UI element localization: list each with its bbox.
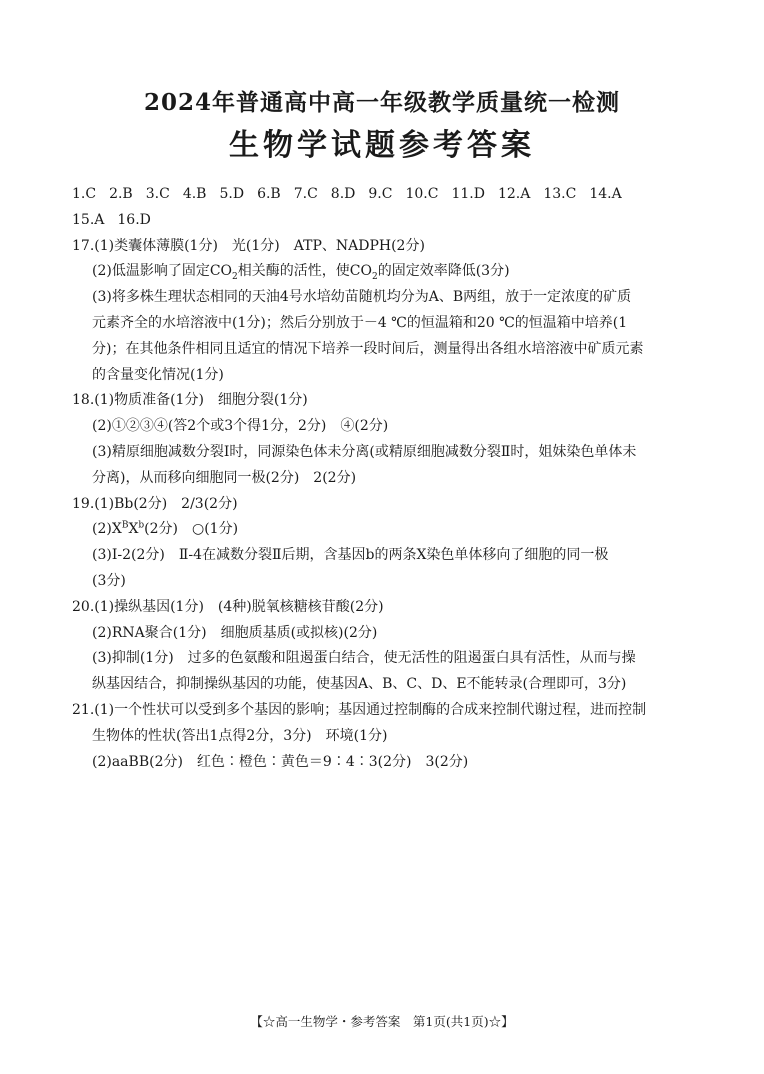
q19-line-3: (3)Ⅰ-2(2分) Ⅱ-4在减数分裂Ⅱ后期，含基因b的两条X染色单体移向了细胞的同一极 [92,547,609,564]
q18-line-1: 18.(1)物质准备(1分) 细胞分裂(1分) [72,392,308,409]
choice-answer: 14.A [589,186,622,202]
q19-line-4: (3分) [92,572,126,589]
choice-answer: 1.C [72,186,97,202]
q17-line-1: 17.(1)类囊体薄膜(1分) 光(1分) ATP、NADPH(2分) [72,237,425,254]
choice-answer: 2.B [109,186,133,202]
q19-line-1: 19.(1)Bb(2分) 2/3(2分) [72,495,238,512]
choice-answer: 11.D [451,186,485,202]
q17-line-4: 元素齐全的水培溶液中(1分)；然后分别放于－4 ℃的恒温箱和20 ℃的恒温箱中培养(1 [92,314,628,331]
choice-answer: 8.D [330,186,356,202]
choice-answers-row-1 [72,182,702,208]
q21-line-1: 21.(1)一个性状可以受到多个基因的影响；基因通过控制酶的合成来控制代谢过程，进而控制 [72,701,647,718]
q17-line-2: (2)低温影响了固定$CO_2$相关酶的活性，使$CO_2$的固定效率降低(3分) [92,263,510,283]
answer-key-title: 生物学试题参考答案 [229,128,535,163]
choice-answer: 4.B [182,186,207,202]
q20-line-4: 纵基因结合，抑制操纵基因的功能，使基因A、B、C、D、E不能转录(合理即可，3分) [92,676,627,693]
page-footer: 【☆高一生物学・参考答案 第1页(共1页)☆】 [250,1014,514,1029]
question-17 [72,234,702,389]
q20-line-3: (3)抑制(1分) 过多的色氨酸和阻遏蛋白结合，使无活性的阻遏蛋白具有活性，从而与操 [92,650,636,667]
choice-answer: 13.C [543,186,577,202]
q17-line-3: (3)将多株生理状态相同的天油4号水培幼苗随机均分为A、B两组，放于一定浓度的矿质 [92,289,632,306]
question-20 [72,595,702,698]
q21-line-2: 生物体的性状(答出1点得2分，3分) 环境(1分) [92,727,388,744]
question-19 [72,492,702,595]
question-18 [72,388,702,491]
q21-line-3: (2)aaBB(2分) 红色∶橙色∶黄色＝9∶4∶3(2分) 3(2分) [92,753,469,770]
question-21 [72,698,702,775]
exam-title: 2024年普通高中高一年级教学质量统一检测 [143,89,620,116]
answer-body [72,182,702,775]
choice-answer: 12.A [497,186,531,202]
choice-answer: 15.A [72,211,105,228]
q18-line-4: 分离)，从而移向细胞同一极(2分) 2(2分) [92,469,357,486]
choice-answer: 6.B [257,186,281,202]
choice-answer: 16.D [117,211,151,228]
choice-answer: 7.C [293,186,318,202]
choice-answer: 9.C [368,186,393,202]
q20-line-1: 20.(1)操纵基因(1分) (4种)脱氧核糖核苷酸(2分) [72,598,384,615]
choice-answer: 10.C [405,186,439,202]
choice-answer: 5.D [219,186,245,202]
choice-answers-row-2 [72,208,702,234]
q18-line-3: (3)精原细胞减数分裂Ⅰ时，同源染色体未分离(或精原细胞减数分裂Ⅱ时，姐妹染色单体未 [92,443,637,460]
q20-line-2: (2)RNA聚合(1分) 细胞质基质(或拟核)(2分) [92,624,378,641]
choice-answer: 3.C [145,186,170,202]
q19-line-2: $(2)X^BX^b(2$分) ○(1分) [92,520,239,538]
q18-line-2: (2)①②③④(答2个或3个得1分，2分) ④(2分) [92,418,389,435]
q17-line-5: 分)；在其他条件相同且适宜的情况下培养一段时间后，测量得出各组水培溶液中矿质元素 [92,340,644,357]
q17-line-6: 的含量变化情况(1分) [92,366,224,383]
